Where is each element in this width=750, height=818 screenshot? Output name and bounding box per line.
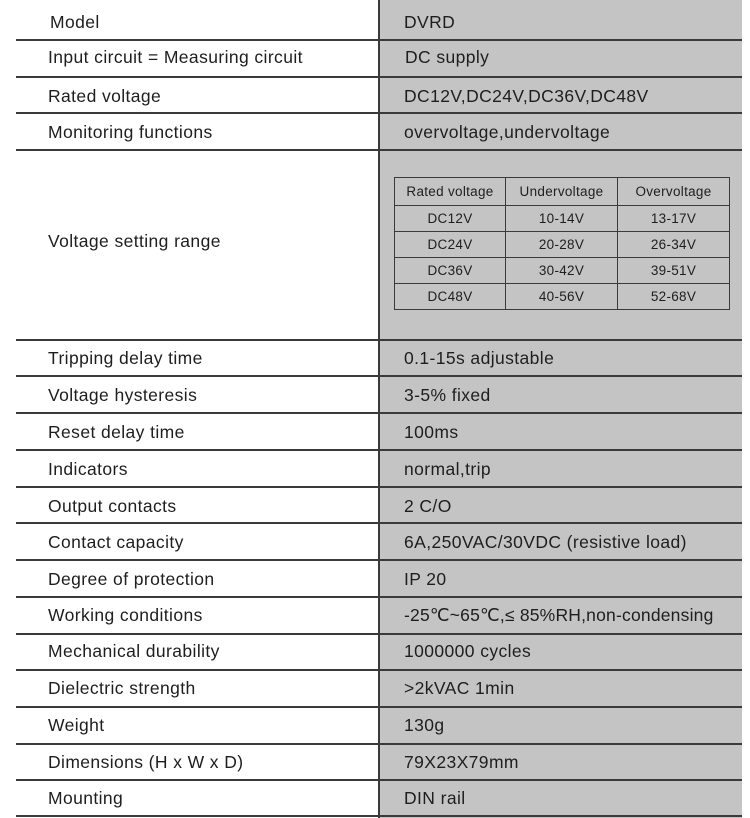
spec-label: Voltage setting range <box>48 231 221 251</box>
spec-value: 0.1-15s adjustable <box>404 348 555 368</box>
column-header: Undervoltage <box>506 178 618 206</box>
spec-value: IP 20 <box>404 569 447 589</box>
spec-label: Output contacts <box>48 496 177 516</box>
spec-label: Model <box>50 12 100 32</box>
spec-value: normal,trip <box>404 459 492 479</box>
spec-label: Dimensions (H x W x D) <box>48 752 244 772</box>
spec-label: Monitoring functions <box>48 122 213 142</box>
row-divider <box>16 706 742 708</box>
table-cell: DC12V <box>395 206 506 232</box>
column-header: Rated voltage <box>395 178 506 206</box>
table-cell: 52-68V <box>618 284 730 310</box>
spec-label: Input circuit = Measuring circuit <box>48 47 303 67</box>
row-divider <box>16 669 742 671</box>
spec-label: Indicators <box>48 459 128 479</box>
row-divider <box>16 596 742 598</box>
spec-label: Voltage hysteresis <box>48 385 198 405</box>
spec-value: 100ms <box>404 422 459 442</box>
table-cell: DC36V <box>395 258 506 284</box>
table-cell: 30-42V <box>506 258 618 284</box>
spec-value: 6A,250VAC/30VDC (resistive load) <box>404 532 687 552</box>
spec-value: -25℃~65℃,≤ 85%RH,non-condensing <box>404 605 714 625</box>
row-divider <box>16 633 742 635</box>
row-divider <box>16 76 742 78</box>
spec-label: Contact capacity <box>48 532 184 552</box>
spec-value: DC12V,DC24V,DC36V,DC48V <box>404 86 649 106</box>
table-cell: 40-56V <box>506 284 618 310</box>
spec-value: overvoltage,undervoltage <box>404 122 611 142</box>
spec-label: Tripping delay time <box>48 348 203 368</box>
spec-label: Mechanical durability <box>48 641 220 661</box>
spec-value: DVRD <box>404 12 456 32</box>
row-divider <box>16 449 742 451</box>
voltage-range-row <box>395 206 730 232</box>
table-cell: DC24V <box>395 232 506 258</box>
spec-label: Degree of protection <box>48 569 215 589</box>
spec-label: Dielectric strength <box>48 678 196 698</box>
row-divider <box>16 743 742 745</box>
voltage-range-row <box>395 258 730 284</box>
spec-value: 1000000 cycles <box>404 641 532 661</box>
row-divider <box>16 486 742 488</box>
voltage-range-row <box>395 284 730 310</box>
table-cell: 13-17V <box>618 206 730 232</box>
row-divider <box>16 149 742 151</box>
table-cell: 39-51V <box>618 258 730 284</box>
voltage-range-table <box>394 177 730 310</box>
row-divider <box>16 522 742 524</box>
spec-label: Weight <box>48 715 105 735</box>
voltage-range-header-row <box>395 178 730 206</box>
row-divider <box>16 339 742 341</box>
voltage-range-row <box>395 232 730 258</box>
spec-label: Working conditions <box>48 605 203 625</box>
spec-value: >2kVAC 1min <box>404 678 515 698</box>
table-cell: 20-28V <box>506 232 618 258</box>
row-divider <box>16 779 742 781</box>
spec-value: DIN rail <box>404 788 466 808</box>
row-divider <box>16 559 742 561</box>
spec-value: DC supply <box>405 47 490 67</box>
table-cell: DC48V <box>395 284 506 310</box>
table-cell: 10-14V <box>506 206 618 232</box>
table-cell: 26-34V <box>618 232 730 258</box>
row-divider <box>16 815 742 817</box>
row-divider <box>16 39 742 41</box>
spec-label: Reset delay time <box>48 422 185 442</box>
column-divider <box>378 0 380 818</box>
spec-value: 79X23X79mm <box>404 752 519 772</box>
row-divider <box>16 112 742 114</box>
spec-label: Mounting <box>48 788 124 808</box>
spec-label: Rated voltage <box>48 86 162 106</box>
row-divider <box>16 412 742 414</box>
spec-value: 2 C/O <box>404 496 452 516</box>
spec-value: 3-5% fixed <box>404 385 491 405</box>
column-header: Overvoltage <box>618 178 730 206</box>
row-divider <box>16 375 742 377</box>
spec-value: 130g <box>404 715 445 735</box>
